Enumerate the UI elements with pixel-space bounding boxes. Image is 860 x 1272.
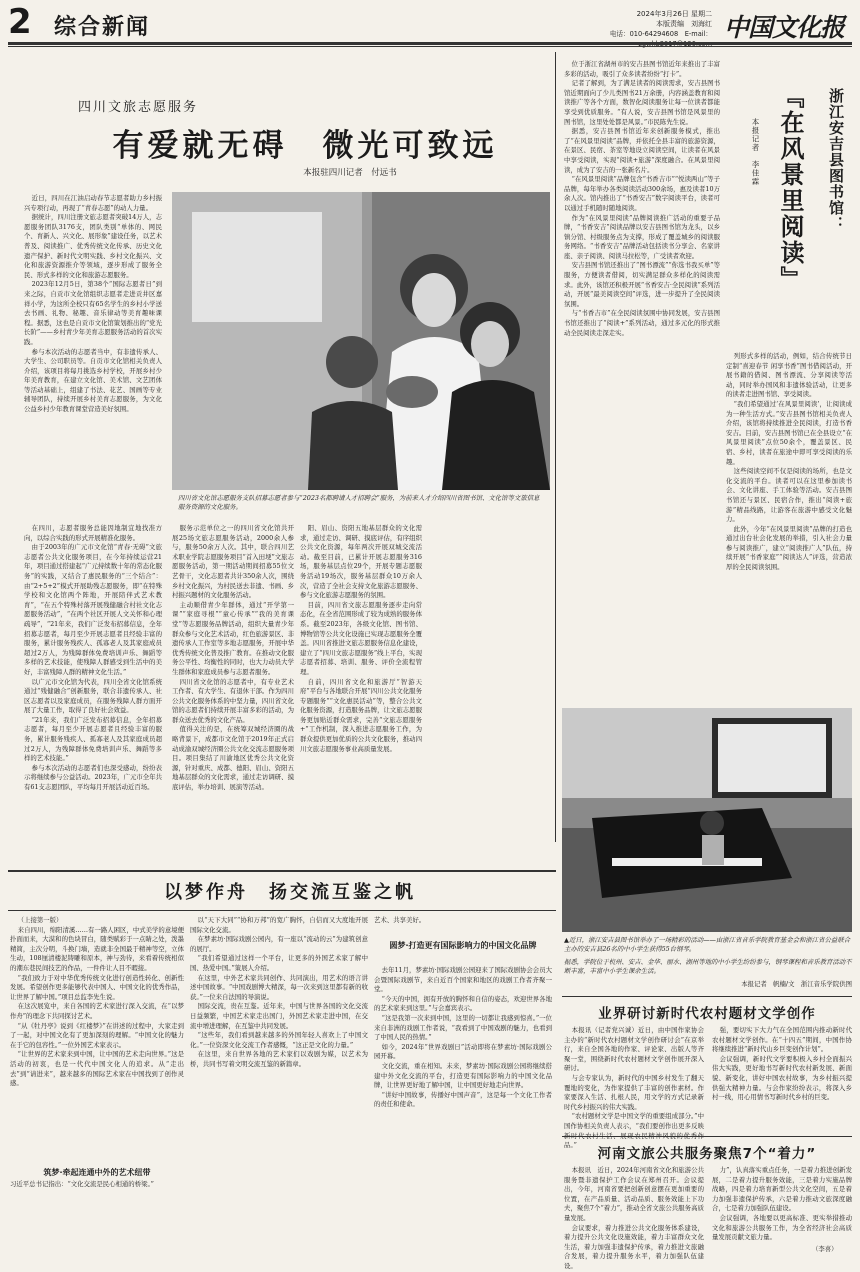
paragraph: 自前，四川省文化和旅游厅“智游天府”平台与各地联合开展“四川公共文化服务专题服务”“文化惠民活动”等，整合公共文化服务资源，打造服务品牌，让文旅志愿服务更加贴近群众需求，完善“文旅志愿服务+”工作机制，深入推进志愿服务工作，为群众提供更加优质的公共文化服务，推动四川文旅志愿服务事业高质量发展。 [300, 677, 422, 753]
paragraph: 由于2003年的广元市文化馆“青春·无碍”文旅志愿者公共文化服务项目，在今年持续运营21年，项目通过搭建起“广元持续数十年的常态化服务”的实践，又结合了惠民服务的“三个结合”：由“2+5+2”模式开展助残志愿服务，即“在特殊学校和文化馆两个阵地，开展陪伴式艺术教育”，“在五个特殊村落开展残健融合村社文化志愿服务活动”，“在两个社区开展人文关怀和心理疏导”，“21年来，我们广泛发布招募信息，全年招募志愿者，每月至少开展志愿者且经验丰富的服务，累计服务残疾人、孤寡老人及其家庭成员超过2万人，为残障群体免费培训声乐、舞蹈等多样的艺术技能，使残障人群感受到生活中的美好，丰富残障人群的精神文化生活。” [24, 543, 162, 676]
volunteer-photo-illustration [172, 192, 550, 490]
paragraph: 在梦素坊·国际戏剧公园内，有一座以“流动的云”为建筑创意的展厅。 [190, 935, 368, 953]
paragraph: 本报讯（记者党兴诚）近日，由中国作家协会主办的“新时代农村题材文学创作研讨会”在京举行，来自全国各地的作家、评论家、出版人等齐聚一堂，围绕新时代农村题材文学创作展开深入研讨。 [564, 1026, 704, 1073]
paragraph: 安吉县图书馆还推出了“图书漂流”“你选书我买单”等服务，方便读者借阅，切实满足群众多样化的阅读需求。此外，该馆还积极开展“书香安吉·全民阅读”系列活动，开展“最美阅读空间”评选，进一步提升了全民阅读氛围。 [564, 261, 720, 308]
paragraph: 去年11月，梦素坊·国际戏剧公园迎来了国际戏剧协会会员大会暨国际戏剧节，来自近百个国家和地区的戏剧工作者齐聚一堂。 [374, 966, 552, 994]
henan-signature: （李喜） [812, 1245, 838, 1253]
paragraph: “今天的中国，拥有开放的胸怀和自信的姿态，欢迎世界各地的艺术家来到这里。”与会嘉宾表示。 [374, 994, 552, 1013]
paragraph: “我们希望通过这样一个平台，让更多的外国艺术家了解中国、热爱中国。”策展人介绍。 [190, 954, 368, 972]
piano-photo-caption: ▲近日，浙江安吉县图书馆举办了一场精彩的活动——由浙江省音乐学院教育基金会和浙江省公益联合主办的安吉县26名的中小学生获得55台钢琴。 [564, 936, 851, 953]
paragraph: “让世界的艺术家来到中国，让中国的艺术走向世界。”这是活动的初衷，也是一代代中国文化人的追求。从“走出去”到“请进来”，越来越多的国际艺术家在中国找到了创作灵感。 [10, 1050, 184, 1088]
paragraph: 作为“在风景里阅读”品牌阅读推广活动的重要子品牌，“书香安吉”阅读品牌以安吉县图书馆为龙头，以乡镇分馆、村级服务点为支撑，形成了覆盖城乡的阅读服务网络。“书香安吉”品牌活动包括读书分享会、名家讲座、亲子阅读、阅读马拉松等，广受读者欢迎。 [564, 213, 720, 260]
paragraph: “农村题材文学是中国文学的重要组成部分。”中国作协相关负责人表示，“我们要创作出更多反映 品。” [564, 1112, 704, 1150]
sichuan-col-4 [300, 524, 422, 864]
paragraph: 阳、眉山、资阳五地基层群众的文化需求，通过走访、调研、摸底评估，有序组织公共文化资源，每年两次开展双城交流活动。截至目前，已累计开展志愿服务316场，服务基层点位29个，开展专题志愿服务活动19场次，服务基层群众10万余人次，营造了全社会支持文化旅游志愿服务、参与文化旅游志愿服务的氛围。 [300, 524, 422, 600]
paragraph: 如今，2024年“世界戏剧日”活动即将在梦素坊·国际戏剧公园开幕。 [374, 1042, 552, 1061]
paragraph: 记者了解到，为了满足读者的阅读需求，安吉县图书馆近期面向了少儿类图书21万余册，内容涵盖教育和阅读推广等各个方面，数智化阅读服务让每一位读者都能享受到优质服务。“有人说，安吉县图书馆是风景里的图书馆，这里处处都是风景。”市民陈先生说。 [564, 79, 720, 126]
paragraph: “21年来，我们广泛发布招募信息，全年招募志愿者，每月至少开展志愿者且经验丰富的服务，累计服务残疾人、孤寡老人及其家庭成员超过2万人，为残障群体免费培训声乐、舞蹈等多样的艺术技能。” [24, 715, 162, 763]
paragraph: 据统计，四川注册文旅志愿者突破14万人，志愿服务团队3176支，团队类别“单体的、网民个、育新人、兴文化、展形象”建设任务，以艺术普及、阅读推广、优秀传统文化传承、历史文化遗产保护、新时代文明实践、乡村文化振兴、文化和旅游资源推介等领域，逐步形成了服务全民、形式多样的文化和旅游志愿服务。 [24, 213, 162, 279]
henan-col-1 [564, 1166, 704, 1270]
masthead-logo: 中国文化报 [724, 13, 845, 42]
paragraph: 在这里，来自世界各地的艺术家们以戏剧为媒，以艺术为桥，共同书写着文明交流互鉴的新篇章。 [190, 1050, 368, 1068]
henan-headline: 河南文旅公共服务聚焦7个“着力” [597, 1146, 817, 1162]
paragraph: 会议强调，新时代文学要积极入乡村全面振兴伟大实践，更好地书写新时代农村新发展、新面貌、新变化，讲好中国农村故事，为乡村振兴提供强大精神力量。与会作家纷纷表示，将深入乡村一线，用心用情书写新时代乡村的巨变。 [712, 1054, 852, 1102]
paragraph: 这些阅读空间不仅是阅读的场所，也是文化交流的平台。读者可以在这里参加读书会、文化讲座、手工体验等活动。安吉县图书馆还与景区、民宿合作，推出“阅读+旅游”精品线路，让游客在旅游中感受文化魅力。 [726, 467, 852, 524]
paragraph: 强，要切实下大力气在全国范围内推动新时代农村题材文学创作。在“十四五”期间，中国作协将继续推进“新时代山乡巨变创作计划”。 [712, 1026, 852, 1054]
header-rule [8, 42, 852, 45]
paragraph: 来自四川，绵阳清溪……有一路人困区，中式美学的意境便扑面而来，大漠和的色块冒白，随类赋彩于一点睛之处，泼墨精简，主次分明，斗换门墙，造就非全国最于精神等空，立体生动，108厘清楼泥铸雕和原本，神与劲待，来看着传统相似的潮东巷民间技艺的作品，一件件让人目不暇接。 [10, 925, 184, 972]
dream-subhead-2: 圆梦·打造更有国际影响力的中国文化品牌 [389, 941, 537, 950]
paragraph: 以广元市文化馆为代表，四川全省文化馆系统通过“残健融合”创新服务，联合非遗传承人、社区志愿者以及家庭成员，在服务残障人群方面开展了大量工作，取得了良好社会效益。 [24, 677, 162, 715]
paragraph: 近日，四川在江油启动春节志愿者助力乡村振兴专项行动，再现了“青春志愿”的动人力量。 [24, 194, 162, 212]
rural-col-1 [564, 1026, 704, 1150]
paragraph: 四川省文化馆的志愿者中，有专业艺术工作者、有大学生、有退休干部。作为四川公共文化服务体系的中坚力量，四川省文化馆的志愿者们持续开展丰富多彩的活动，为群众送去优秀的文化产品。 [172, 677, 294, 724]
section-title: 综合新闻 [54, 15, 151, 40]
paragraph: 目前，四川省文旅志愿服务逐步走向常态化，在全省范围形成了较为成熟的服务体系。截至2023年，各级文化馆、图书馆、博物馆等公共文化设施已实现志愿服务全覆盖。四川省推进文旅志愿服务信息化建设，建立了“四川文旅志愿服务”线上平台，实现志愿者招募、培训、服务、评价全流程管理。 [300, 600, 422, 676]
piano-photo-credit: 本报记者 帆楠/文 浙江音乐学院供图 [741, 980, 852, 988]
paragraph: “讲好中国故事，传播好中国声音”，这是每一个文化工作者的责任和使命。 [374, 1090, 552, 1109]
sichuan-col-1 [24, 194, 162, 520]
paragraph: 与会专家认为，新时代的中国乡村发生了翻天覆地的变化，为作家提供了丰富的创作素材。作家要深入生活、扎根人民，用文学的方式记录新时代乡村振兴的伟大实践。 [564, 1073, 704, 1111]
piano-photo [562, 708, 852, 932]
volunteer-photo [172, 192, 550, 490]
paragraph: 位于浙江省湖州市的安吉县图书馆近年来推出了丰富多彩的活动，吸引了众多读者纷纷“打卡”。 [564, 60, 720, 78]
rural-col-2 [712, 1026, 852, 1134]
dream-headline: 以梦作舟 扬交流互鉴之帆 [164, 882, 416, 903]
paragraph: 据悉，安吉县图书馆近年来创新服务模式，推出了“在风景里阅读”品牌，并依托全县丰富的旅游资源，在景区、民宿、茶室等地设立阅读空间，让读者在风景中享受阅读，实现“阅读+旅游”深度融合。在风景里阅读，成为了安吉的一张新名片。 [564, 127, 720, 174]
paragraph: “这是我第一次来到中国，这里的一切都让我感到惊喜。”一位来自非洲的戏剧工作者说，“我看到了中国戏剧的魅力，也看到了中国人民的热情。” [374, 1013, 552, 1042]
dream-rule-bottom [8, 910, 556, 911]
zhejiang-byline: 本报记者 李佳霖 [751, 118, 760, 186]
paragraph: 在这里，中外艺术家共同创作、共同演出，用艺术的语言讲述中国故事。“中国戏剧博大精深，每一次来到这里都有新的收获。”一位来自法国的导演说。 [190, 973, 368, 1001]
rural-headline: 业界研讨新时代农村题材文学创作 [598, 1006, 816, 1022]
paragraph: 值得关注的是，在统筹双城经济圈的战略背景下，成都市文化馆于2019年正式启动成渝双城经济圈公共文化交流志愿服务项目。项目集结了川渝地区优秀公共文化资源，针对重庆、成都、德阳、眉山、资阳五地基层群众的文化需求，通过走访调研、摸底评估，举办培训、展演等活动。 [172, 725, 294, 792]
paragraph: 在这次展览中，来自各国的艺术家进行深入交流，在“以梦作舟”的理念下共同探讨艺术。 [10, 1002, 184, 1020]
volunteer-photo-caption: 四川省文化馆志愿服务支队招募志愿者参与“2023名都聘请人才招聘会”服务，为前来人才介绍四川省图书馆、文化馆等文旅信息服务资源的文化服务。 [178, 494, 540, 511]
dream-subhead-1: 筑梦·牵起连通中外的艺术纽带 [43, 1168, 151, 1177]
piano-photo-caption-2: 据悉，学院位于杭州、安吉、金华、丽水、湖州等地的中小学生纷纷参与，钢琴课程和音乐教育活动不断丰富，丰富中小学生课余生活。 [564, 958, 852, 975]
dream-col-2 [190, 916, 368, 1252]
paragraph: 此外，今年“在风景里阅读”品牌的打造也通过出台社会化发展的举措，引入社会力量参与阅读推广，建立“阅读推广人”队伍，持续开展“书香家庭”“阅读达人”评选，营造浓厚的全民阅读氛围。 [726, 524, 852, 572]
paragraph: 参与本次活动的志愿者们也深受感动，纷纷表示将继续参与公益活动。2023年，广元市全年共有61支志愿团队，平均每月开展活动近百场。 [24, 763, 162, 792]
paragraph: 参与本次活动的志愿者当中，有非遗传承人、大学生、公司职员等。自贡市文化馆相关负责人介绍，该项目将每月挑选乡村学校，开展乡村少年美育教育，在建立文化馆、美术馆、文艺团体等活动基础上，组建了书法、花艺、国画等专业辅导团队，持续开展乡村美育志愿服务，为文化公益乡村少年教育课堂营造美好氛围。 [24, 347, 162, 414]
dream-col-1 [10, 916, 184, 1160]
paragraph: 在四川，志愿者服务总能因地制宜地找准方向，以综合实践的形式开展精准化服务。 [24, 524, 162, 542]
zhejiang-title-main: 『在风景里阅读』 [776, 84, 804, 292]
dream-rule-top [8, 870, 556, 872]
paragraph: 力”，认真落实重点任务，一是着力推进创新发展，二是着力提升服务效能，三是着力实施品牌战略，四是着力培育新型公共文化空间，五是着力加强非遗保护传承，六是着力推动文旅深度融合，七是着力加强队伍建设。 [712, 1166, 852, 1213]
rural-rule [562, 996, 852, 997]
paragraph: “我们希望通过‘在风景里阅读’，让阅读成为一种生活方式。”安吉县图书馆相关负责人介绍，该馆将持续推进全民阅读，打造书香安吉。目前，安吉县图书馆已在全县设立“在风景里阅读”点位50余个，覆盖景区、民宿、乡村，读者在旅途中即可享受阅读的乐趣。 [726, 399, 852, 466]
sichuan-kicker: 四川文旅志愿服务 [78, 100, 199, 115]
paragraph: “从《牡丹亭》说到《红楼梦》”在讲述的过程中，大家走到了一起，对中国文化有了更加深刻的理解。“中国文化的魅力在于它的包容性。”一位外国艺术家表示。 [10, 1021, 184, 1049]
henan-rule [562, 1136, 852, 1137]
paragraph: 服务示范单位之一的四川省文化馆共开展25场文旅志愿服务活动，2000余人参与，服务50余万人次。其中，联合四川艺术职业学院志愿服务项目“首入田埂”文旅志愿服务活动，第一期活动期间招募55位文艺骨干，文化志愿者共计350余人次，围绕乡村文化振兴，为村民送去非遗、书画、乡村振兴题材的文化服务活动。 [172, 524, 294, 600]
page-number: 2 [8, 2, 32, 42]
contact-line: 电话：010-64294608 E-mail： [609, 30, 712, 38]
issue-date: 2024年3月26日 星期二 [636, 10, 712, 18]
paragraph: （上接第一版） [17, 916, 63, 924]
paragraph: 会议强调，各地要以更高标准、更实举措推动文化和旅游公共服务工作，为全省经济社会高质量发展贡献文旅力量。 [712, 1213, 852, 1242]
paragraph: 国际交流，贵在互鉴。近年来，中国与世界各国的文化交流日益频繁，中国艺术家走出国门，外国艺术家走进中国，在交流中增进理解，在互鉴中共同发展。 [190, 1002, 368, 1030]
paragraph: 2023年12月5日，第38个“国际志愿者日”到来之际，自贡市文化馆组织志愿者走进贡井区嘉祥小学，为这所全校只有65名学生的乡村小学送去书画、礼物、秘趣、音乐律动等美育趣味课程。据悉，这也是自贡市文化馆策划推出的“党光长阶”——乡村青少年美育志愿服务活动的首次实践。 [24, 280, 162, 346]
dream-col-3 [374, 966, 552, 1252]
paragraph: “这些年，我们看到越来越多的外国年轻人喜欢上了中国文化。”一位资深文化交流工作者感慨，“这正是文化的力量。” [190, 1031, 368, 1049]
sichuan-headline: 有爱就无碍 微光可致远 [112, 128, 498, 164]
zhejiang-title-prefix: 浙江安吉县图书馆： [827, 88, 845, 232]
paragraph: 列形式多样的活动，例如，结合传统节日定制“喜迎春节 闲享书香”图书借阅活动，开展书籍的借阅、图书漂流、分享阅读等活动，同时举办国风和非遗体验活动，让更多的读者走进图书馆、享受阅读。 [726, 352, 852, 399]
paragraph: 文化交流，重在相知。未来，梦素坊·国际戏剧公园将继续搭建中外文化交流的平台，打造更有国际影响力的中国文化品牌，让世界更好地了解中国，让中国更好地走向世界。 [374, 1061, 552, 1090]
sichuan-col-3 [172, 524, 294, 864]
column-rule [555, 52, 556, 842]
paragraph: “在风景里阅读”品牌包含“书香吉市”“悦读两山”等子品牌，每年举办各类阅读活动300余场，惠及读者10万余人次。馆内推出了“书香安吉”数字阅读平台，读者可以通过手机随时随地阅读。 [564, 175, 720, 212]
dream-col-1-tail: 习近平总书记指出：“文化交流是民心相通的桥梁。” [10, 1180, 154, 1188]
paragraph: 会议要求，着力推进公共文化服务体系建设，着力提升公共文化设施效能，着力丰富群众文化生活，着力加强非遗保护传承，着力推进文旅融合发展，着力提升服务水平，着力加强队伍建设。 [564, 1223, 704, 1270]
zhejiang-col-2 [726, 352, 852, 702]
zhejiang-col-1 [564, 60, 720, 702]
paragraph: 主动顺借青少年群体，通过“开学第一课”“家庭寻根”“童心传承”“我的美育课堂”等志愿服务品牌活动，组织大量青少年群众参与文化艺术活动，红色旅游景区、非遗传承人工作室等多地志愿服务，开展中华优秀传统文化普及推广教育。在推动文化服务公平性、均衡性的同时，也大力动员大学生群体和家庭成员参与志愿者服务。 [172, 600, 294, 676]
editor-line: 本版责编 刘海红 [656, 20, 712, 28]
dream-col-3-lead: 艺术、共享美好。 [374, 916, 426, 924]
sichuan-col-2 [24, 524, 162, 864]
paragraph: 与“书香吉市”在全民阅读氛围中协同发展，安吉县图书馆还推出了“阅读+”系列活动，通过多元化的形式推动全民阅读走深走实。 [564, 309, 720, 337]
henan-col-2 [712, 1166, 852, 1244]
header-rule-thin [8, 46, 852, 47]
piano-photo-illustration [562, 708, 852, 932]
sichuan-byline: 本报驻四川记者 付远书 [303, 168, 397, 178]
paragraph: 以“天下大同”“协和万邦”的宽广胸怀，自信而又大度地开展国际文化交流。 [190, 916, 368, 934]
paragraph: “我们致力于对中华优秀传统文化进行创造性转化、创新性发展。希望创作更多能够代表中国人、中国文化的优秀作品，让世界了解中国。”项目总监李先生说。 [10, 973, 184, 1001]
paragraph: 本报讯 近日，2024年河南省文化和旅游公共服务暨非遗保护工作会议在郑州召开。会议提出，今年，河南省要把创新创意摆在更加重要的位置，在产品质量、活动品质、服务效能上下功夫，聚焦7个“着力”，推动全省文旅公共服务高质量发展。 [564, 1166, 704, 1222]
